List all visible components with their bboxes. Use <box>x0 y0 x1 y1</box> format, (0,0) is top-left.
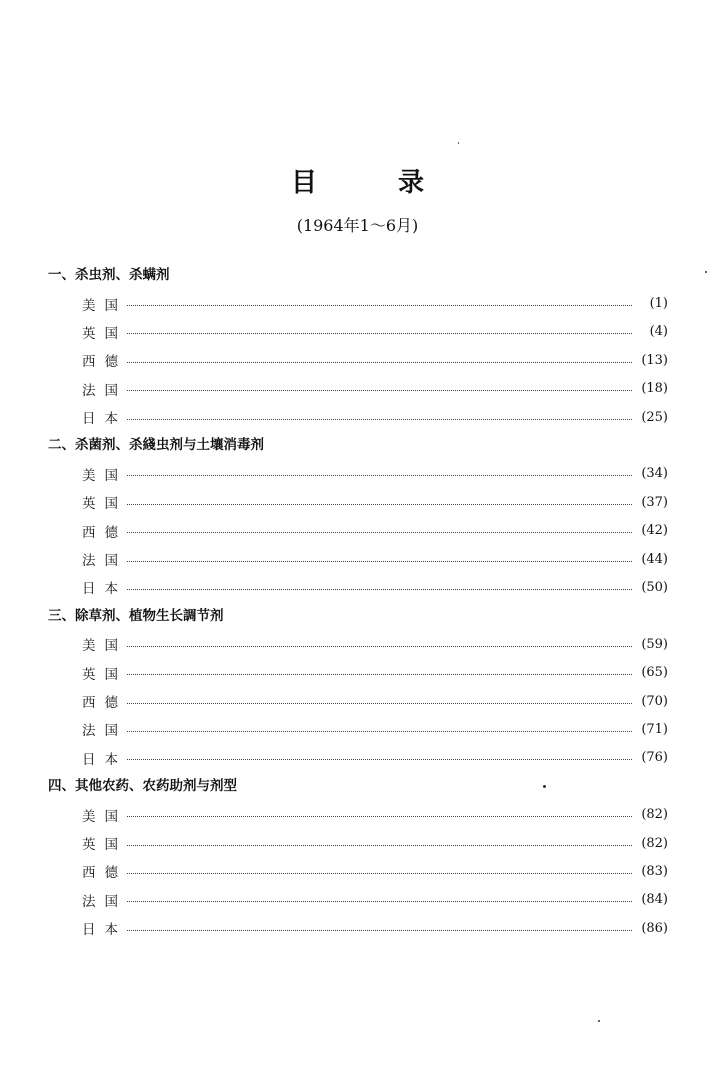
toc-entry[interactable] <box>48 630 668 658</box>
entry-page-number: (42) <box>641 523 668 539</box>
entry-label: 美国 <box>82 808 127 825</box>
entry-page-number: (82) <box>641 807 668 823</box>
dot-leader <box>127 845 632 846</box>
entry-page-number: (13) <box>641 352 668 368</box>
entry-page-number: (25) <box>641 409 668 425</box>
toc-entry[interactable] <box>48 289 668 317</box>
dot-leader <box>127 390 632 391</box>
toc-entry[interactable] <box>48 346 668 374</box>
entry-label: 英国 <box>82 837 127 853</box>
toc-entry[interactable] <box>48 886 668 914</box>
entry-label: 美国 <box>82 467 127 484</box>
entry-label: 法国 <box>82 553 127 570</box>
toc-entry[interactable] <box>48 318 668 346</box>
entry-label: 美国 <box>82 297 127 314</box>
dot-leader <box>127 532 632 533</box>
entry-page-number: (84) <box>641 892 668 908</box>
dot-leader <box>127 674 632 675</box>
entry-label: 日本 <box>82 581 127 598</box>
dot-leader <box>127 901 632 902</box>
entry-page-number: (71) <box>641 721 668 737</box>
entry-label: 美国 <box>82 638 127 655</box>
dot-leader <box>127 333 632 334</box>
dot-leader <box>127 561 632 562</box>
entry-page-number: (44) <box>641 551 668 567</box>
toc-entry[interactable] <box>48 914 668 942</box>
entry-page-number: (34) <box>641 466 668 482</box>
entry-label: 法国 <box>82 893 127 910</box>
toc-entry[interactable] <box>48 687 668 715</box>
scan-speck <box>598 1020 600 1022</box>
entry-page-number: (1) <box>649 296 668 312</box>
page-title: 目 录 <box>290 168 461 198</box>
entry-label: 日本 <box>82 411 127 428</box>
section-heading-1[interactable]: 一、杀虫剂、杀螨剂 <box>48 267 170 283</box>
entry-label: 法国 <box>82 382 127 399</box>
toc-entry[interactable] <box>48 403 668 431</box>
scan-speck <box>705 271 707 273</box>
entry-page-number: (86) <box>641 920 668 936</box>
dot-leader <box>127 816 632 817</box>
entry-label: 日本 <box>82 922 127 939</box>
entry-label: 英国 <box>82 666 127 683</box>
entry-page-number: (18) <box>641 381 668 397</box>
entry-label: 日本 <box>82 751 127 768</box>
entry-label: 英国 <box>82 496 127 513</box>
dot-leader <box>127 419 632 420</box>
entry-page-number: (70) <box>641 693 668 709</box>
entry-label: 西德 <box>82 354 127 371</box>
section-heading-4[interactable]: 四、其他农药、农药助剂与剂型 <box>48 778 237 795</box>
entry-label: 英国 <box>82 325 127 342</box>
table-of-contents <box>48 261 668 942</box>
toc-entry[interactable] <box>48 488 668 516</box>
entry-page-number: (65) <box>641 665 668 681</box>
toc-entry[interactable] <box>48 573 668 601</box>
toc-entry[interactable] <box>48 857 668 885</box>
dot-leader <box>127 305 632 306</box>
section-heading-2[interactable]: 二、杀菌剂、杀綫虫剂与土壤消毒剂 <box>48 437 264 454</box>
dot-leader <box>127 703 632 704</box>
toc-entry[interactable] <box>48 517 668 545</box>
entry-page-number: (4) <box>649 324 668 340</box>
entry-label: 西德 <box>82 524 127 541</box>
entry-page-number: (50) <box>641 579 668 595</box>
toc-entry[interactable] <box>48 715 668 743</box>
entry-label: 西德 <box>82 695 127 712</box>
dot-leader <box>127 930 632 931</box>
scan-speck <box>458 142 459 144</box>
toc-entry[interactable] <box>48 375 668 403</box>
page-subtitle: (1964年1～6月) <box>296 216 419 235</box>
entry-page-number: (83) <box>641 863 668 879</box>
entry-page-number: (82) <box>641 835 668 851</box>
toc-entry[interactable] <box>48 658 668 686</box>
entry-label: 法国 <box>82 723 127 740</box>
section-heading-3[interactable]: 三、除草剂、植物生长調节剂 <box>48 607 224 624</box>
toc-entry[interactable] <box>48 744 668 772</box>
toc-entry[interactable] <box>48 829 668 857</box>
entry-label: 西德 <box>82 865 127 882</box>
toc-entry[interactable] <box>48 460 668 488</box>
dot-leader <box>127 731 632 732</box>
toc-entry[interactable] <box>48 545 668 573</box>
scan-speck <box>543 785 546 788</box>
dot-leader <box>127 873 632 874</box>
dot-leader <box>127 759 632 760</box>
dot-leader <box>127 589 632 590</box>
entry-page-number: (59) <box>641 636 668 652</box>
entry-page-number: (37) <box>641 494 668 510</box>
dot-leader <box>127 362 632 363</box>
entry-page-number: (76) <box>641 750 668 766</box>
dot-leader <box>127 475 632 476</box>
dot-leader <box>127 646 632 647</box>
dot-leader <box>127 504 632 505</box>
toc-entry[interactable] <box>48 800 668 828</box>
